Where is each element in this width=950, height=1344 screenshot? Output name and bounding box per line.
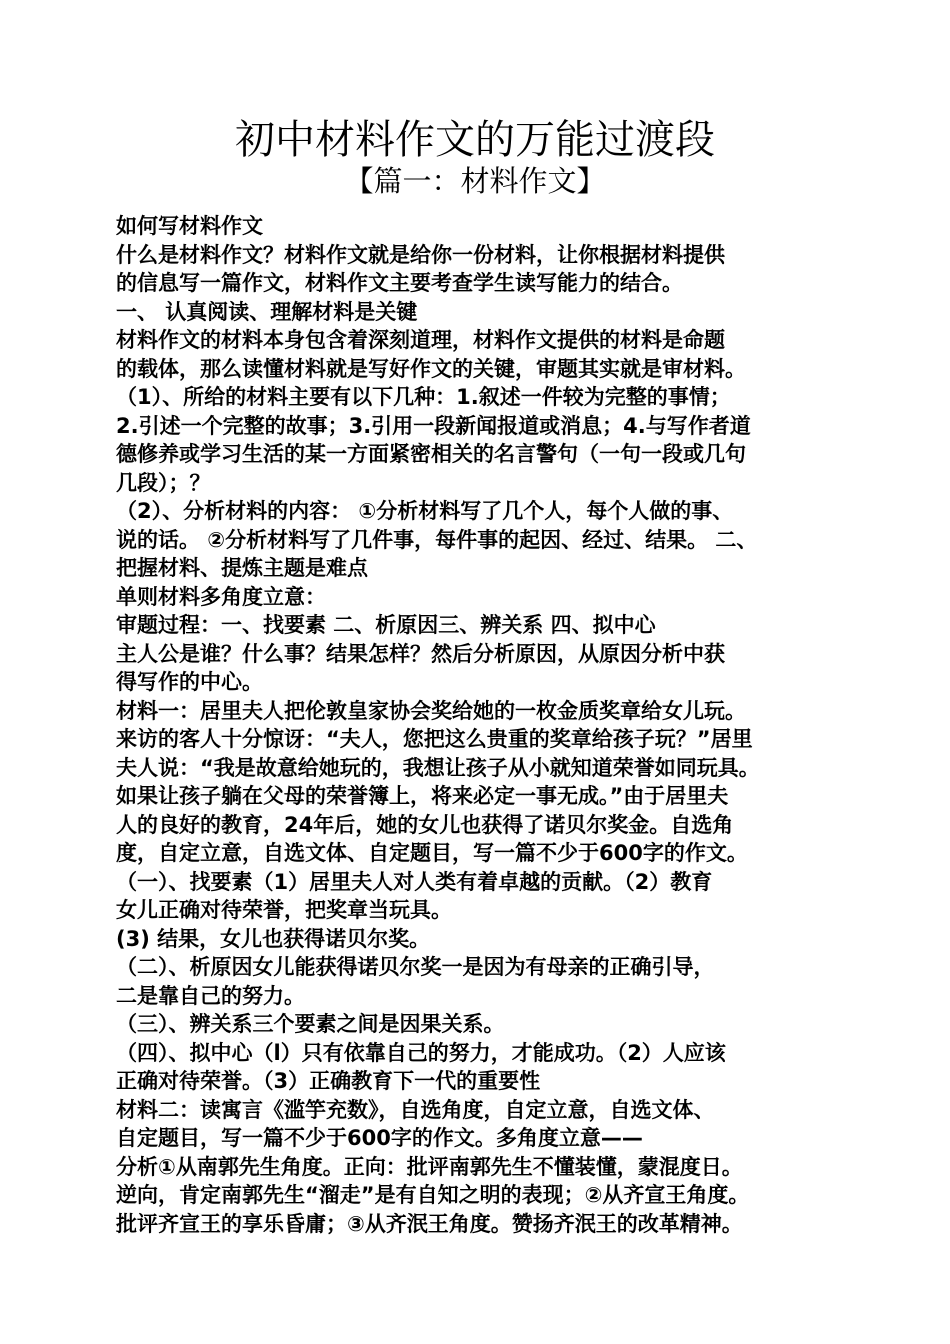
text-line: (3) 结果，女儿也获得诺贝尔奖。	[116, 926, 431, 951]
text-line: （一）、找要素（1）居里夫人对人类有着卓越的贡献。（2）教育	[116, 869, 713, 894]
text-line: 夫人说：“我是故意给她玩的，我想让孩子从小就知道荣誉如同玩具。	[116, 755, 760, 780]
text-line: 说的话。 ②分析材料写了几件事，每件事的起因、经过、结果。 二、	[116, 527, 758, 552]
text-line: 材料二：读寓言《滥竽充数》，自选角度，自定立意，自选文体、	[116, 1097, 715, 1122]
text-line: 的信息写一篇作文，材料作文主要考查学生读写能力的结合。	[116, 271, 683, 295]
text-line: 度，自定立意，自选文体、自定题目，写一篇不少于600字的作文。	[116, 841, 748, 865]
text-line: 的载体，那么读懂材料就是写好作文的关键，审题其实就是审材料。	[116, 356, 746, 381]
text-line: 批评齐宣王的享乐昏庸；③从齐泯王角度。赞扬齐泯王的改革精神。	[116, 1211, 743, 1236]
text-line: 正确对待荣誉。（3）正确教育下一代的重要性	[116, 1069, 541, 1093]
text-line: 把握材料、提炼主题是难点	[116, 556, 368, 580]
text-line: 如果让孩子躺在父母的荣誉簿上，将来必定一事无成。”由于居里夫	[116, 784, 729, 808]
text-line: （1）、所给的材料主要有以下几种：1.叙述一件较为完整的事情；	[116, 385, 731, 409]
text-line: （四）、拟中心（l）只有依靠自己的努力，才能成功。（2）人应该	[116, 1040, 726, 1065]
text-line: 什么是材料作文？材料作文就是给你一份材料，让你根据材料提供	[116, 242, 725, 267]
text-line: 来访的客人十分惊讶：“夫人，您把这么贵重的奖章给孩子玩？”居里	[116, 727, 753, 751]
text-line: 女儿正确对待荣誉，把奖章当玩具。	[116, 898, 452, 922]
document-title: 初中材料作文的万能过渡段	[235, 117, 715, 163]
document-body	[116, 212, 838, 1238]
text-line: 几段）；？	[116, 470, 211, 495]
text-line: 逆向，肯定南郭先生“溜走”是有自知之明的表现；②从齐宣王角度。	[116, 1183, 750, 1207]
text-line: 如何写材料作文	[116, 214, 263, 238]
text-line: 材料一：居里夫人把伦敦皇家协会奖给她的一枚金质奖章给女儿玩。	[116, 698, 746, 723]
text-line: 2.引述一个完整的故事；3.引用一段新闻报道或消息；4.与写作者道	[116, 413, 751, 438]
text-line: （三）、辨关系三个要素之间是因果关系。	[116, 1012, 505, 1036]
text-line: 二是靠自己的努力。	[116, 983, 305, 1008]
text-line: 自定题目，写一篇不少于600字的作文。多角度立意——	[116, 1126, 643, 1150]
text-line: 主人公是谁？什么事？结果怎样？然后分析原因，从原因分析中获	[116, 641, 725, 666]
text-line: 材料作文的材料本身包含着深刻道理，材料作文提供的材料是命题	[116, 328, 725, 352]
text-line: 单则材料多角度立意：	[116, 584, 326, 609]
text-line: （二）、析原因女儿能获得诺贝尔奖一是因为有母亲的正确引导，	[116, 955, 715, 979]
text-line: 审题过程：一、找要素 二、析原因三、辨关系 四、拟中心	[116, 613, 656, 637]
text-line: 分析①从南郭先生角度。正向：批评南郭先生不懂装懂，蒙混度日。	[116, 1154, 743, 1179]
text-line: 得写作的中心。	[116, 670, 263, 694]
text-line: 一、 认真阅读、理解材料是关键	[116, 299, 418, 324]
text-line: 人的良好的教育，24年后，她的女儿也获得了诺贝尔奖金。自选角	[116, 812, 734, 837]
text-line: （2）、分析材料的内容： ①分析材料写了几个人，每个人做的事、	[116, 499, 734, 523]
document-subtitle: 【篇一：材料作文】	[344, 164, 606, 198]
text-line: 德修养或学习生活的某一方面紧密相关的名言警句（一句一段或几句	[116, 442, 746, 466]
